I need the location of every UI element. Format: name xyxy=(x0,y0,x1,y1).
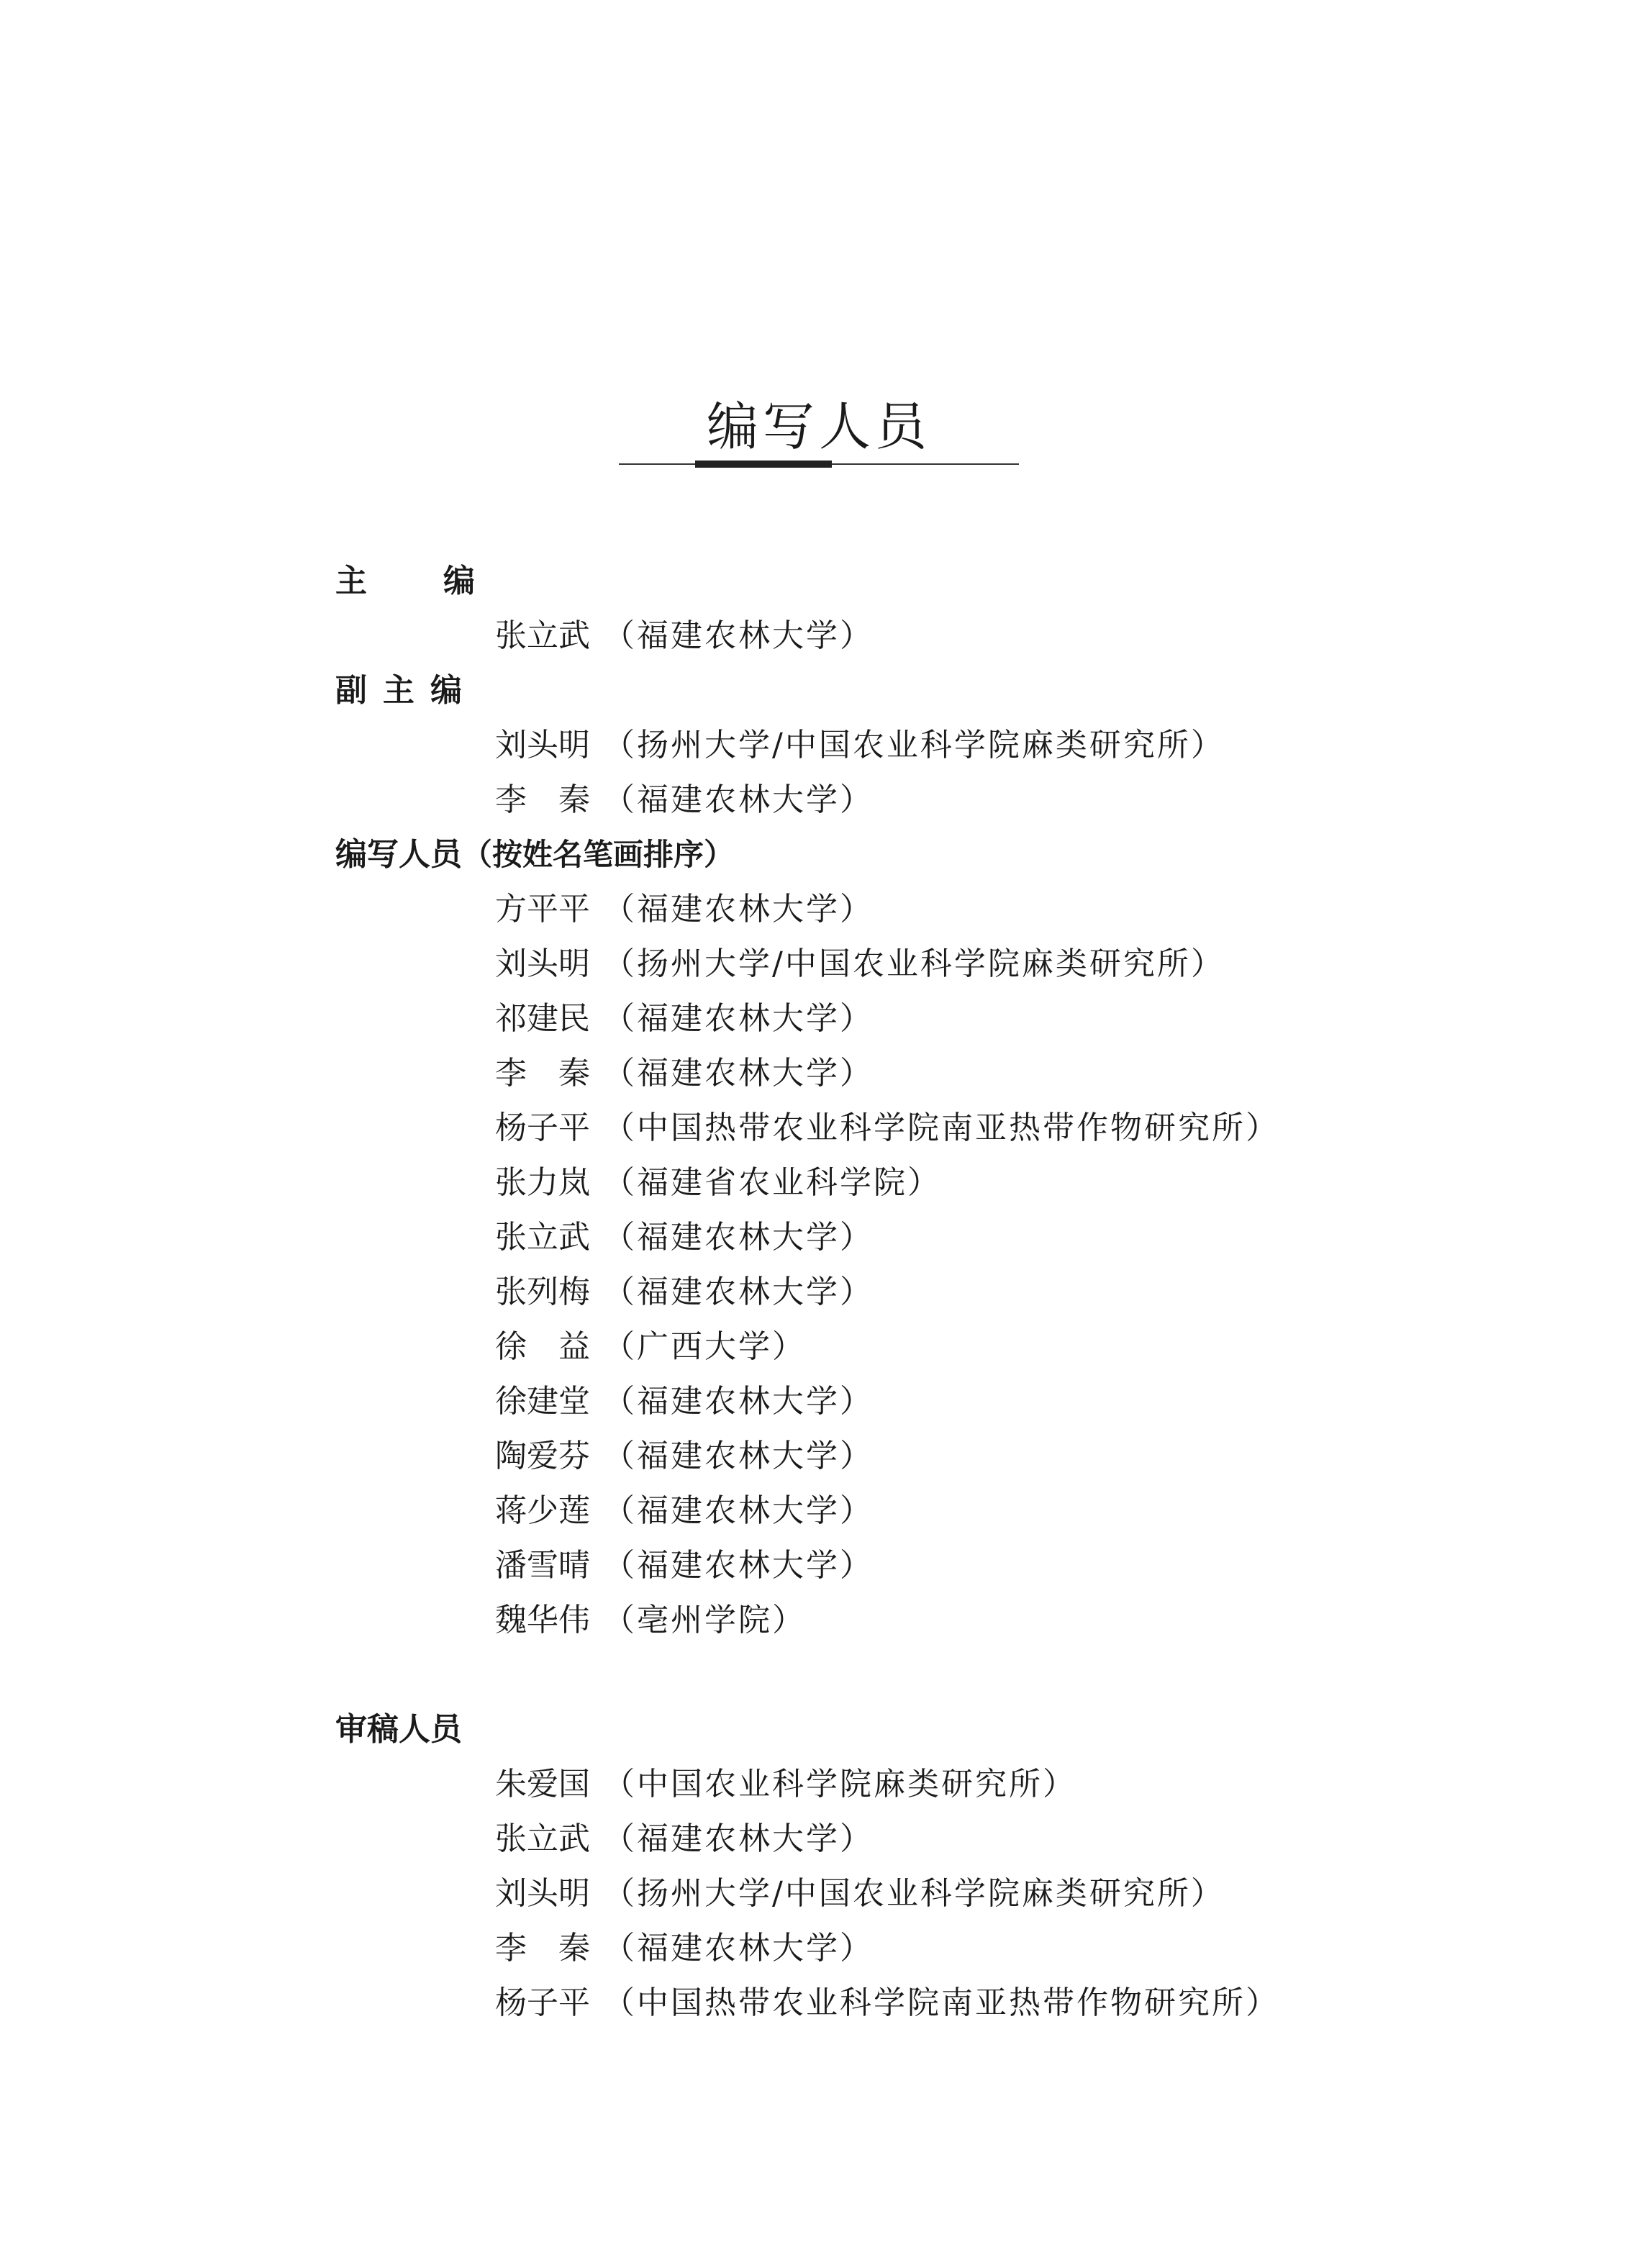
list-item xyxy=(335,937,1415,992)
person-affiliation: （福建农林大学） xyxy=(603,1438,874,1474)
section-heading-chief-editor xyxy=(335,554,1415,609)
person-name: 陶爱芬 xyxy=(495,1438,590,1474)
person-affiliation: （中国热带农业科学院南亚热带作物研究所） xyxy=(603,1984,1279,2021)
person-affiliation: （中国农业科学院麻类研究所） xyxy=(603,1766,1076,1802)
person-name: 魏华伟 xyxy=(495,1602,590,1638)
person-affiliation: （福建农林大学） xyxy=(603,1820,874,1857)
person-affiliation: （扬州大学/中国农业科学院麻类研究所） xyxy=(603,1875,1225,1912)
list-item xyxy=(335,1046,1415,1101)
list-item xyxy=(335,1101,1415,1156)
section-spacer xyxy=(335,1648,1415,1702)
list-item xyxy=(335,609,1415,663)
title-block xyxy=(619,394,1019,473)
person-affiliation: （福建农林大学） xyxy=(603,891,874,927)
person-affiliation: （福建农林大学） xyxy=(603,1219,874,1256)
person-affiliation: （扬州大学/中国农业科学院麻类研究所） xyxy=(603,727,1225,763)
person-name: 蒋少莲 xyxy=(495,1492,590,1529)
list-item xyxy=(335,1921,1415,1976)
person-name: 张立武 xyxy=(495,1219,590,1256)
person-affiliation: （扬州大学/中国农业科学院麻类研究所） xyxy=(603,945,1225,982)
person-affiliation: （福建农林大学） xyxy=(603,617,874,654)
list-item xyxy=(335,992,1415,1046)
list-item xyxy=(335,718,1415,773)
person-affiliation: （福建农林大学） xyxy=(603,1547,874,1584)
title-underline-accent xyxy=(695,461,832,468)
list-item xyxy=(335,1210,1415,1265)
list-item xyxy=(335,1374,1415,1429)
list-item xyxy=(335,1156,1415,1210)
person-affiliation: （福建农林大学） xyxy=(603,781,874,818)
person-name: 张列梅 xyxy=(495,1274,590,1310)
person-affiliation: （中国热带农业科学院南亚热带作物研究所） xyxy=(603,1110,1279,1146)
contributors-list xyxy=(335,554,1415,2031)
person-name: 杨子平 xyxy=(495,1110,590,1146)
person-name: 李 秦 xyxy=(495,1930,590,1967)
person-name: 祁建民 xyxy=(495,1000,590,1037)
list-item xyxy=(335,1538,1415,1593)
list-item xyxy=(335,1484,1415,1538)
person-name: 刘头明 xyxy=(495,945,590,982)
person-name: 张立武 xyxy=(495,617,590,654)
section-heading-text: 编写人员 xyxy=(335,836,462,873)
person-affiliation: （福建农林大学） xyxy=(603,1492,874,1529)
person-name: 杨子平 xyxy=(495,1984,590,2021)
person-name: 徐建堂 xyxy=(495,1383,590,1420)
list-item xyxy=(335,1429,1415,1484)
person-name: 张力岚 xyxy=(495,1164,590,1201)
person-affiliation: （福建省农业科学院） xyxy=(603,1164,941,1201)
section-heading-deputy-editor: 副主编 xyxy=(335,672,478,709)
list-item xyxy=(335,1593,1415,1648)
person-name: 潘雪晴 xyxy=(495,1547,590,1584)
list-item xyxy=(335,1757,1415,1812)
section-heading-char: 编 xyxy=(443,563,475,599)
person-affiliation: （福建农林大学） xyxy=(603,1000,874,1037)
person-affiliation: （广西大学） xyxy=(603,1328,806,1365)
list-item xyxy=(335,1976,1415,2031)
person-name: 徐 益 xyxy=(495,1328,590,1365)
person-affiliation: （福建农林大学） xyxy=(603,1055,874,1092)
person-affiliation: （亳州学院） xyxy=(603,1602,806,1638)
person-name: 朱爱国 xyxy=(495,1766,590,1802)
list-item xyxy=(335,1320,1415,1374)
section-heading-note: （按姓名笔画排序） xyxy=(462,837,735,872)
person-name: 刘头明 xyxy=(495,1875,590,1912)
person-name: 方平平 xyxy=(495,891,590,927)
list-item xyxy=(335,882,1415,937)
person-affiliation: （福建农林大学） xyxy=(603,1930,874,1967)
list-item xyxy=(335,773,1415,827)
list-item xyxy=(335,1866,1415,1921)
list-item xyxy=(335,1265,1415,1320)
person-name: 刘头明 xyxy=(495,727,590,763)
person-affiliation: （福建农林大学） xyxy=(603,1274,874,1310)
person-affiliation: （福建农林大学） xyxy=(603,1383,874,1420)
person-name: 李 秦 xyxy=(495,781,590,818)
person-name: 张立武 xyxy=(495,1820,590,1857)
list-item xyxy=(335,1812,1415,1866)
page-title: 编写人员 xyxy=(706,396,931,457)
person-name: 李 秦 xyxy=(495,1055,590,1092)
section-heading-reviewers: 审稿人员 xyxy=(335,1711,462,1748)
section-heading-writers xyxy=(335,827,1415,882)
section-heading-char: 主 xyxy=(335,563,367,599)
